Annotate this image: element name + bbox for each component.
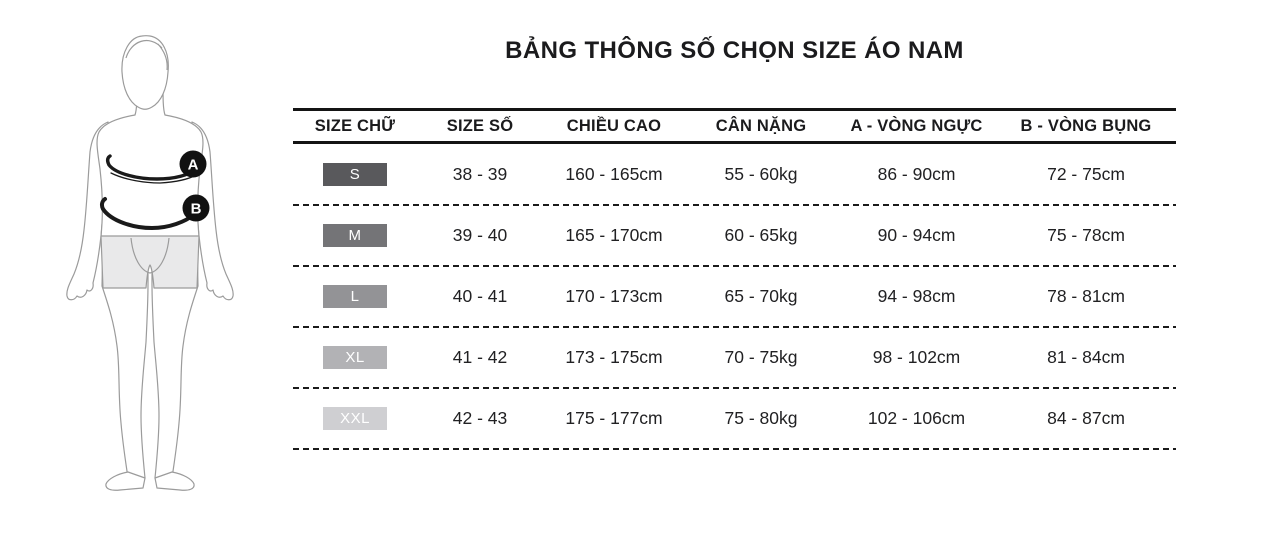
column-header-size-letter: SIZE CHỮ bbox=[314, 116, 396, 135]
body-outline-illustration bbox=[55, 28, 245, 506]
table-cell-chest: 102 - 106cm bbox=[867, 408, 966, 428]
table-cell-size-number: 39 - 40 bbox=[452, 225, 508, 245]
chart-title: BẢNG THÔNG SỐ CHỌN SIZE ÁO NAM bbox=[505, 37, 964, 64]
table-cell-height: 173 - 175cm bbox=[565, 347, 663, 367]
table-cell-chest: 90 - 94cm bbox=[877, 225, 956, 245]
size-badge: XXL bbox=[323, 407, 387, 430]
table-row bbox=[293, 327, 1176, 388]
table-row bbox=[293, 144, 1176, 205]
table-cell-waist: 81 - 84cm bbox=[1047, 347, 1125, 367]
column-header-waist: B - VÒNG BỤNG bbox=[1020, 116, 1152, 135]
column-header-chest: A - VÒNG NGỰC bbox=[850, 116, 983, 135]
table-cell-waist: 78 - 81cm bbox=[1047, 286, 1125, 306]
marker-b-label: B bbox=[190, 200, 202, 218]
column-header-size-number: SIZE SỐ bbox=[446, 116, 514, 135]
table-row bbox=[293, 388, 1176, 449]
table-cell-waist: 84 - 87cm bbox=[1047, 408, 1125, 428]
table-cell-waist: 75 - 78cm bbox=[1047, 225, 1125, 245]
table-cell-size-number: 42 - 43 bbox=[452, 408, 508, 428]
size-badge: XL bbox=[323, 346, 387, 369]
table-cell-waist: 72 - 75cm bbox=[1047, 164, 1125, 184]
size-table bbox=[293, 108, 1176, 449]
measurement-marker-b bbox=[183, 195, 210, 222]
marker-a-label: A bbox=[187, 156, 199, 174]
table-cell-height: 175 - 177cm bbox=[565, 408, 663, 428]
table-cell-height: 160 - 165cm bbox=[565, 164, 663, 184]
table-cell-weight: 55 - 60kg bbox=[724, 164, 798, 184]
size-chart bbox=[293, 36, 1176, 449]
table-cell-chest: 98 - 102cm bbox=[872, 347, 961, 367]
male-body-figure bbox=[55, 28, 245, 506]
table-cell-size-number: 41 - 42 bbox=[452, 347, 508, 367]
table-cell-size-number: 40 - 41 bbox=[452, 286, 508, 306]
table-cell-size-number: 38 - 39 bbox=[452, 164, 508, 184]
table-cell-chest: 86 - 90cm bbox=[877, 164, 956, 184]
table-cell-height: 170 - 173cm bbox=[565, 286, 663, 306]
table-cell-weight: 75 - 80kg bbox=[724, 408, 798, 428]
table-cell-weight: 70 - 75kg bbox=[724, 347, 798, 367]
table-cell-weight: 60 - 65kg bbox=[724, 225, 798, 245]
table-cell-height: 165 - 170cm bbox=[565, 225, 663, 245]
table-row bbox=[293, 205, 1176, 266]
table-header-row bbox=[293, 108, 1176, 144]
size-badge: L bbox=[323, 285, 387, 308]
table-cell-weight: 65 - 70kg bbox=[724, 286, 798, 306]
size-badge: M bbox=[323, 224, 387, 247]
shorts-shape bbox=[101, 236, 199, 288]
table-row bbox=[293, 266, 1176, 327]
table-cell-chest: 94 - 98cm bbox=[877, 286, 956, 306]
measurement-marker-a bbox=[180, 151, 207, 178]
column-header-weight: CÂN NẶNG bbox=[715, 116, 807, 135]
size-badge: S bbox=[323, 163, 387, 186]
column-header-height: CHIỀU CAO bbox=[566, 116, 662, 135]
